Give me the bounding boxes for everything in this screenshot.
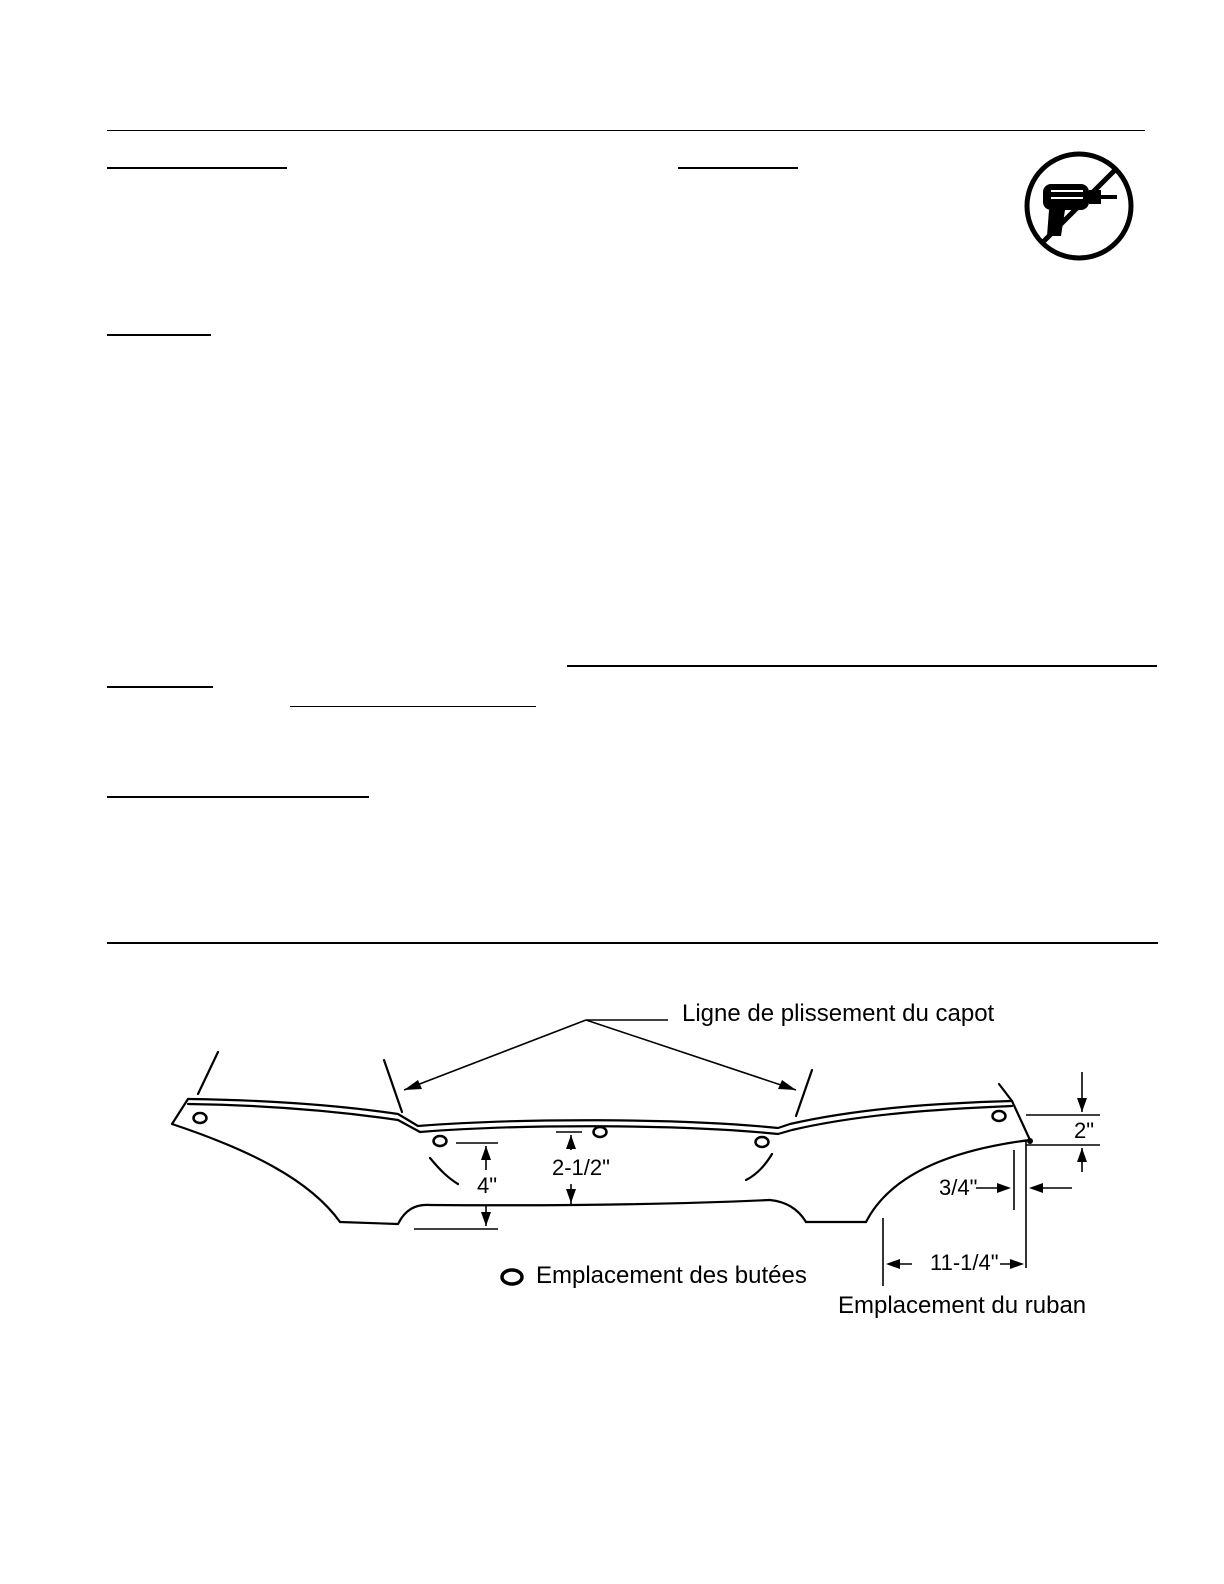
section-heading-underline-2 xyxy=(678,167,798,169)
left-height-dimension: 4" xyxy=(477,1173,498,1198)
diagram-top-rule xyxy=(107,942,1158,944)
bumper-marker xyxy=(594,1127,607,1137)
section-heading-underline-5 xyxy=(107,796,369,798)
top-rule xyxy=(107,130,1145,131)
bumper-marker xyxy=(434,1136,447,1146)
center-height-dimension: 2-1/2" xyxy=(552,1155,610,1180)
legend-bumper-icon xyxy=(502,1270,522,1284)
bumper-marker xyxy=(993,1111,1006,1121)
tape-offset-dimension: 3/4" xyxy=(939,1175,978,1200)
crease-line-label: Ligne de plissement du capot xyxy=(682,1000,995,1027)
section-heading-underline-1 xyxy=(107,167,287,169)
cap-top-edge xyxy=(188,1099,1012,1128)
bumper-marker xyxy=(194,1113,207,1123)
section-heading-underline-3 xyxy=(107,334,211,336)
tape-location-label: Emplacement du ruban xyxy=(838,1292,1087,1319)
cap-top-edge-inner xyxy=(188,1104,1012,1134)
bumper-marker xyxy=(756,1137,769,1147)
tape-width-dimension: 11-1/4" xyxy=(930,1250,999,1275)
right-height-dimension: 2" xyxy=(1074,1118,1095,1143)
emphasis-underline-1 xyxy=(567,665,1157,667)
section-heading-underline-4 xyxy=(107,686,213,688)
emphasis-underline-2 xyxy=(290,706,536,707)
bumper-legend-label: Emplacement des butées xyxy=(536,1262,807,1289)
